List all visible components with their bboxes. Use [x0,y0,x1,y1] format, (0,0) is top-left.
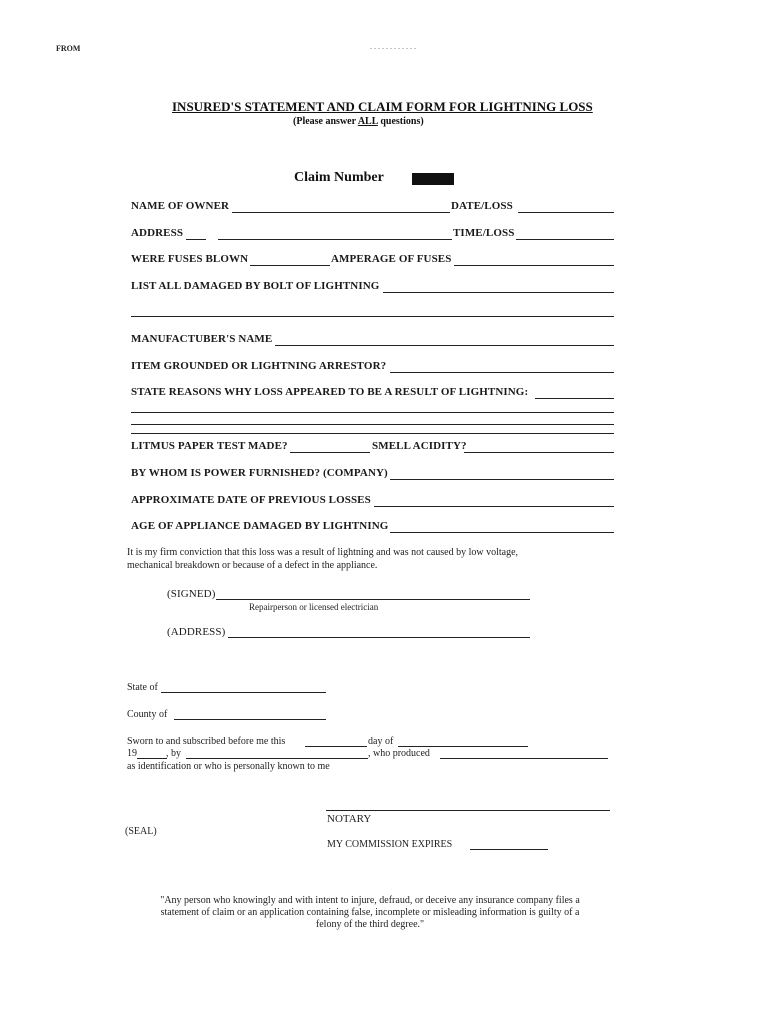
fraud-notice-line-1: "Any person who knowingly and with intent to injure, defraud, or deceive any insurance company files a [160,895,580,906]
signed-caption: Repairperson or licensed electrician [249,602,379,612]
owner-label: NAME OF OWNER [131,200,230,212]
address-label: ADDRESS [131,227,184,239]
sworn-day-field[interactable] [305,746,367,747]
sworn-year-field[interactable] [137,758,167,759]
address-field[interactable] [218,239,452,240]
appliance-age-label: AGE OF APPLIANCE DAMAGED BY LIGHTNING [131,520,389,532]
sworn-month-field[interactable] [398,746,528,747]
reasons-field[interactable] [535,398,614,399]
signer-address-label: (ADDRESS) [167,626,226,638]
previous-losses-field[interactable] [374,506,614,507]
address-field-short[interactable] [186,239,206,240]
signed-label: (SIGNED) [167,588,216,600]
sworn-identification-text: as identification or who is personally known to me [127,761,330,772]
county-field[interactable] [174,719,326,720]
claim-number-redacted [412,173,454,185]
notary-signature-field[interactable] [326,810,610,811]
damaged-list-field[interactable] [383,292,614,293]
fraud-notice [110,895,630,931]
fax-from-label: FROM [56,44,81,53]
signature-field[interactable] [216,599,530,600]
seal-label: (SEAL) [125,826,157,837]
time-loss-field[interactable] [516,239,614,240]
grounded-label: ITEM GROUNDED OR LIGHTNING ARRESTOR? [131,360,387,372]
commission-label: MY COMMISSION EXPIRES [327,839,453,850]
fax-header-text: . . . . . . . . . . . . [370,42,416,51]
damaged-list-field-2[interactable] [131,316,614,317]
power-company-label: BY WHOM IS POWER FURNISHED? (COMPANY) [131,467,388,479]
reasons-label: STATE REASONS WHY LOSS APPEARED TO BE A RESULT OF LIGHTNING: [131,386,529,398]
manufacturer-field[interactable] [275,345,614,346]
state-field[interactable] [161,692,326,693]
amperage-field[interactable] [454,265,614,266]
reasons-field-4[interactable] [131,433,614,434]
county-label: County of [127,709,168,720]
date-loss-field[interactable] [518,212,614,213]
smell-label: SMELL ACIDITY? [372,440,467,452]
sworn-produced-label: , who produced [368,748,430,759]
fraud-notice-line-3: felony of the third degree." [315,919,425,930]
reasons-field-2[interactable] [131,412,614,413]
sworn-text-1: Sworn to and subscribed before me this [127,736,286,747]
previous-losses-label: APPROXIMATE DATE OF PREVIOUS LOSSES [131,494,371,506]
claim-number-label: Claim Number [294,170,384,185]
signer-address-field[interactable] [228,637,530,638]
reasons-field-3[interactable] [131,424,614,425]
sworn-by-field[interactable] [186,758,368,759]
owner-field[interactable] [232,212,450,213]
sworn-by-label: , by [166,748,181,759]
conviction-line-1: It is my firm conviction that this loss was a result of lightning and was not caused by low voltage, [127,547,519,558]
grounded-field[interactable] [390,372,614,373]
conviction-line-2: mechanical breakdown or because of a defect in the appliance. [127,560,378,571]
state-label: State of [127,682,158,693]
appliance-age-field[interactable] [390,532,614,533]
damaged-list-label: LIST ALL DAMAGED BY BOLT OF LIGHTNING [131,280,380,292]
fuses-blown-label: WERE FUSES BLOWN [131,253,249,265]
commission-field[interactable] [470,849,548,850]
manufacturer-label: MANUFACTUBER'S NAME [131,333,273,345]
time-loss-label: TIME/LOSS [453,227,515,239]
litmus-label: LITMUS PAPER TEST MADE? [131,440,288,452]
fraud-notice-line-2: statement of claim or an application containing false, incomplete or misleading information is guilty of a [160,907,580,918]
form-title: INSURED'S STATEMENT AND CLAIM FORM FOR LIGHTNING LOSS [172,99,593,114]
sworn-day-of-label: day of [368,736,394,747]
smell-field[interactable] [464,452,614,453]
date-loss-label: DATE/LOSS [451,200,513,212]
fuses-blown-field[interactable] [250,265,330,266]
form-subtitle: (Please answer ALL questions) [293,116,424,127]
notary-label: NOTARY [327,813,372,825]
amperage-label: AMPERAGE OF FUSES [331,253,452,265]
sworn-produced-field[interactable] [440,758,608,759]
power-company-field[interactable] [390,479,614,480]
sworn-year-prefix: 19 [127,748,137,759]
litmus-field[interactable] [290,452,370,453]
